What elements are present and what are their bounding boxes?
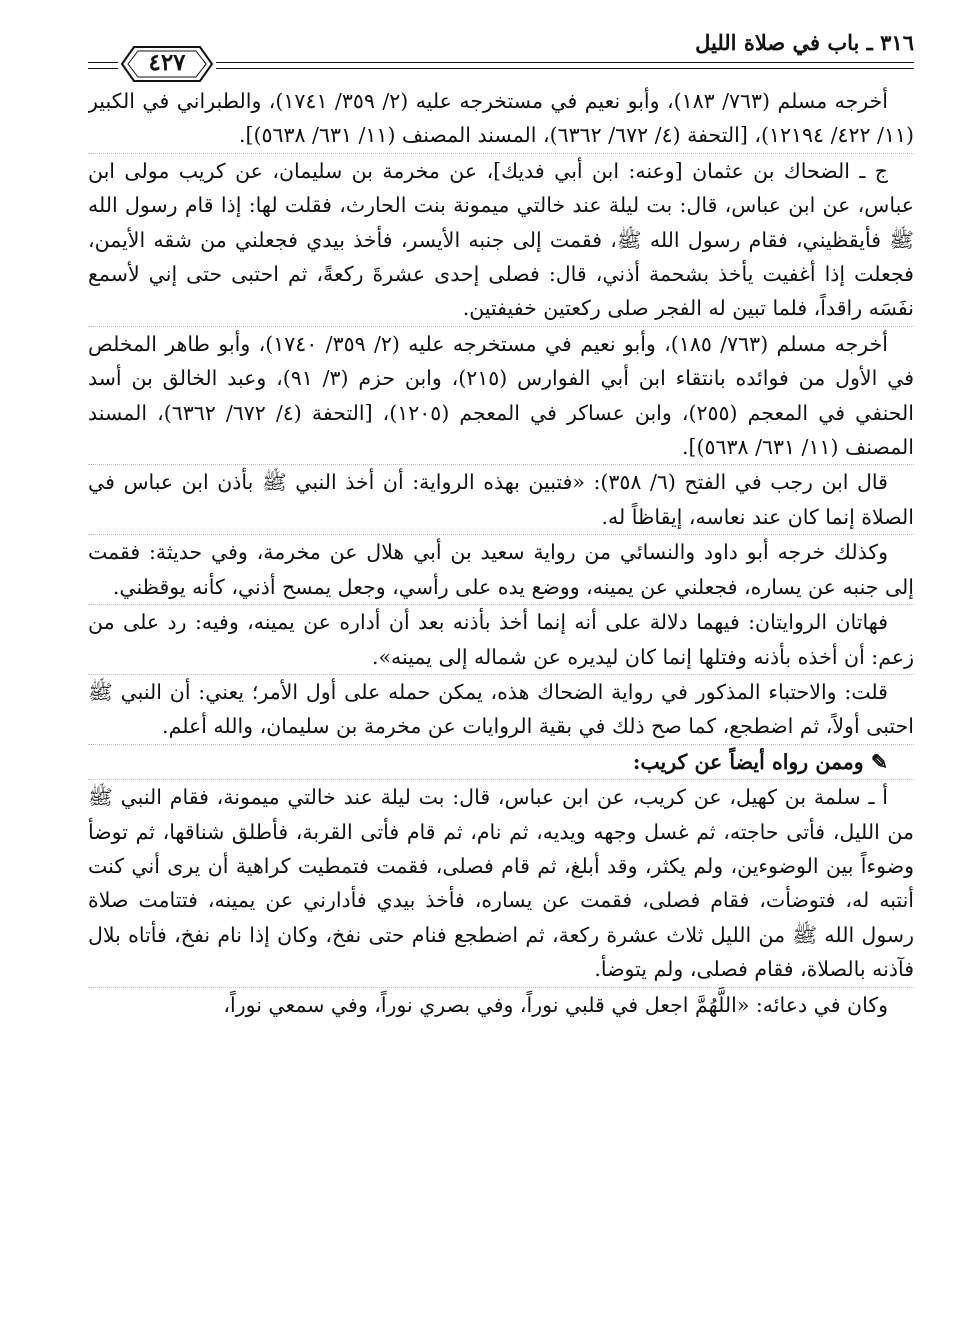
running-title: ٣١٦ ـ باب في صلاة الليل: [695, 30, 914, 55]
header-rule: [216, 68, 914, 69]
hadith-paragraph: أ ـ سلمة بن كهيل، عن كريب، عن ابن عباس، قال: بت ليلة عند خالتي ميمونة، فقام النبي ﷺ من الليل، فأتى حاجته، ثم غسل وجهه ويديه، ثم نام، ثم قام فأتى القربة، فأطلق شناقها، ثم توضأ وضوءاً بين الوضوءين، ولم يكثر، وقد أبلغ، ثم قام فصلى، فقمت فتمطيت كراهية أن يرى أني كنت أنتبه له، فتوضأت، فقام فصلى، فقمت عن يساره، فأخذ بيدي فأدارني عن يمينه، فتتامت صلاة رسول الله ﷺ من الليل ثلاث عشرة ركعة، ثم اضطجع فنام حتى نفخ، وكان إذا نام نفخ، فأتاه بلال فآذنه بالصلاة، فقام فصلى، ولم يتوضأ.: [88, 779, 914, 986]
header-rule: [88, 62, 118, 63]
commentary-paragraph: فهاتان الروايتان: فيهما دلالة على أنه إنما أخذ بأذنه بعد أن أداره عن يمينه، وفيه: رد على من زعم: أن أخذه بأذنه وفتلها إنما كان ليديره عن شماله إلى يمينه».: [88, 604, 914, 674]
header-rule: [88, 68, 118, 69]
source-paragraph: أخرجه مسلم (٧٦٣/ ١٨٥)، وأبو نعيم في مستخرجه عليه (٢/ ٣٥٩/ ١٧٤٠)، وأبو طاهر المخلص في الأول من فوائده بانتقاء ابن أبي الفوارس (٢١٥)، وابن حزم (٣/ ٩١)، وعبد الخالق بن أسد الحنفي في المعجم (٢٥٥)، وابن عساكر في المعجم (١٢٠٥)، [التحفة (٤/ ٦٧٢/ ٦٣٦٢)، المسند المصنف (١١/ ٦٣١/ ٥٦٣٨)].: [88, 326, 914, 465]
header-rule: [216, 62, 914, 63]
source-paragraph: أخرجه مسلم (٧٦٣/ ١٨٣)، وأبو نعيم في مستخرجه عليه (٢/ ٣٥٩/ ١٧٤١)، والطبراني في الكبير (١١/ ٤٢٢/ ١٢١٩٤)، [التحفة (٤/ ٦٧٢/ ٦٣٦٢)، المسند المصنف (١١/ ٦٣١/ ٥٦٣٨)].: [88, 89, 914, 148]
note-paragraph: قلت: والاحتباء المذكور في رواية الضحاك هذه، يمكن حمله على أول الأمر؛ يعني: أن النبي ﷺ احتبى أولاً، ثم اضطجع، كما صح ذلك في بقية الروايات عن مخرمة بن سليمان، والله أعلم.: [88, 674, 914, 744]
commentary-paragraph: وكذلك خرجه أبو داود والنسائي من رواية سعيد بن أبي هلال عن مخرمة، وفي حديثة: فقمت إلى جنبه عن يساره، فجعلني عن يمينه، ووضع يده على رأسي، وجعل يمسح أذني، كأنه يوقظني.: [88, 534, 914, 604]
page-number-ornament: [120, 43, 214, 85]
hadith-paragraph: وكان في دعائه: «اللَّهُمَّ اجعل في قلبي نوراً، وفي بصري نوراً، وفي سمعي نوراً،: [88, 987, 914, 1022]
page-number: ٤٢٧: [148, 49, 186, 76]
hadith-paragraph: ج ـ الضحاك بن عثمان [وعنه: ابن أبي فديك]، عن مخرمة بن سليمان، عن كريب مولى ابن عباس، عن ابن عباس، قال: بت ليلة عند خالتي ميمونة بنت الحارث، فقلت لها: إذا قام رسول الله ﷺ فأيقظيني، فقام رسول الله ﷺ، فقمت إلى جنبه الأيسر، فأخذ بيدي فجعلني من شقه الأيمن، فجعلت إذا أغفيت يأخذ بشحمة أذني، قال: فصلى إحدى عشرةَ ركعةً، ثم احتبى حتى إني لأسمع نفَسَه راقداً، فلما تبين له الفجر صلى ركعتين خفيفتين.: [88, 153, 914, 326]
commentary-paragraph: قال ابن رجب في الفتح (٦/ ٣٥٨): «فتبين بهذه الرواية: أن أخذ النبي ﷺ بأذن ابن عباس في الصلاة إنما كان عند نعاسه، إيقاظاً له.: [88, 464, 914, 534]
page-header: [88, 28, 914, 84]
book-page: [88, 28, 914, 1328]
body-text: [88, 84, 914, 1022]
section-heading: ✎ وممن رواه أيضاً عن كريب:: [88, 744, 914, 779]
